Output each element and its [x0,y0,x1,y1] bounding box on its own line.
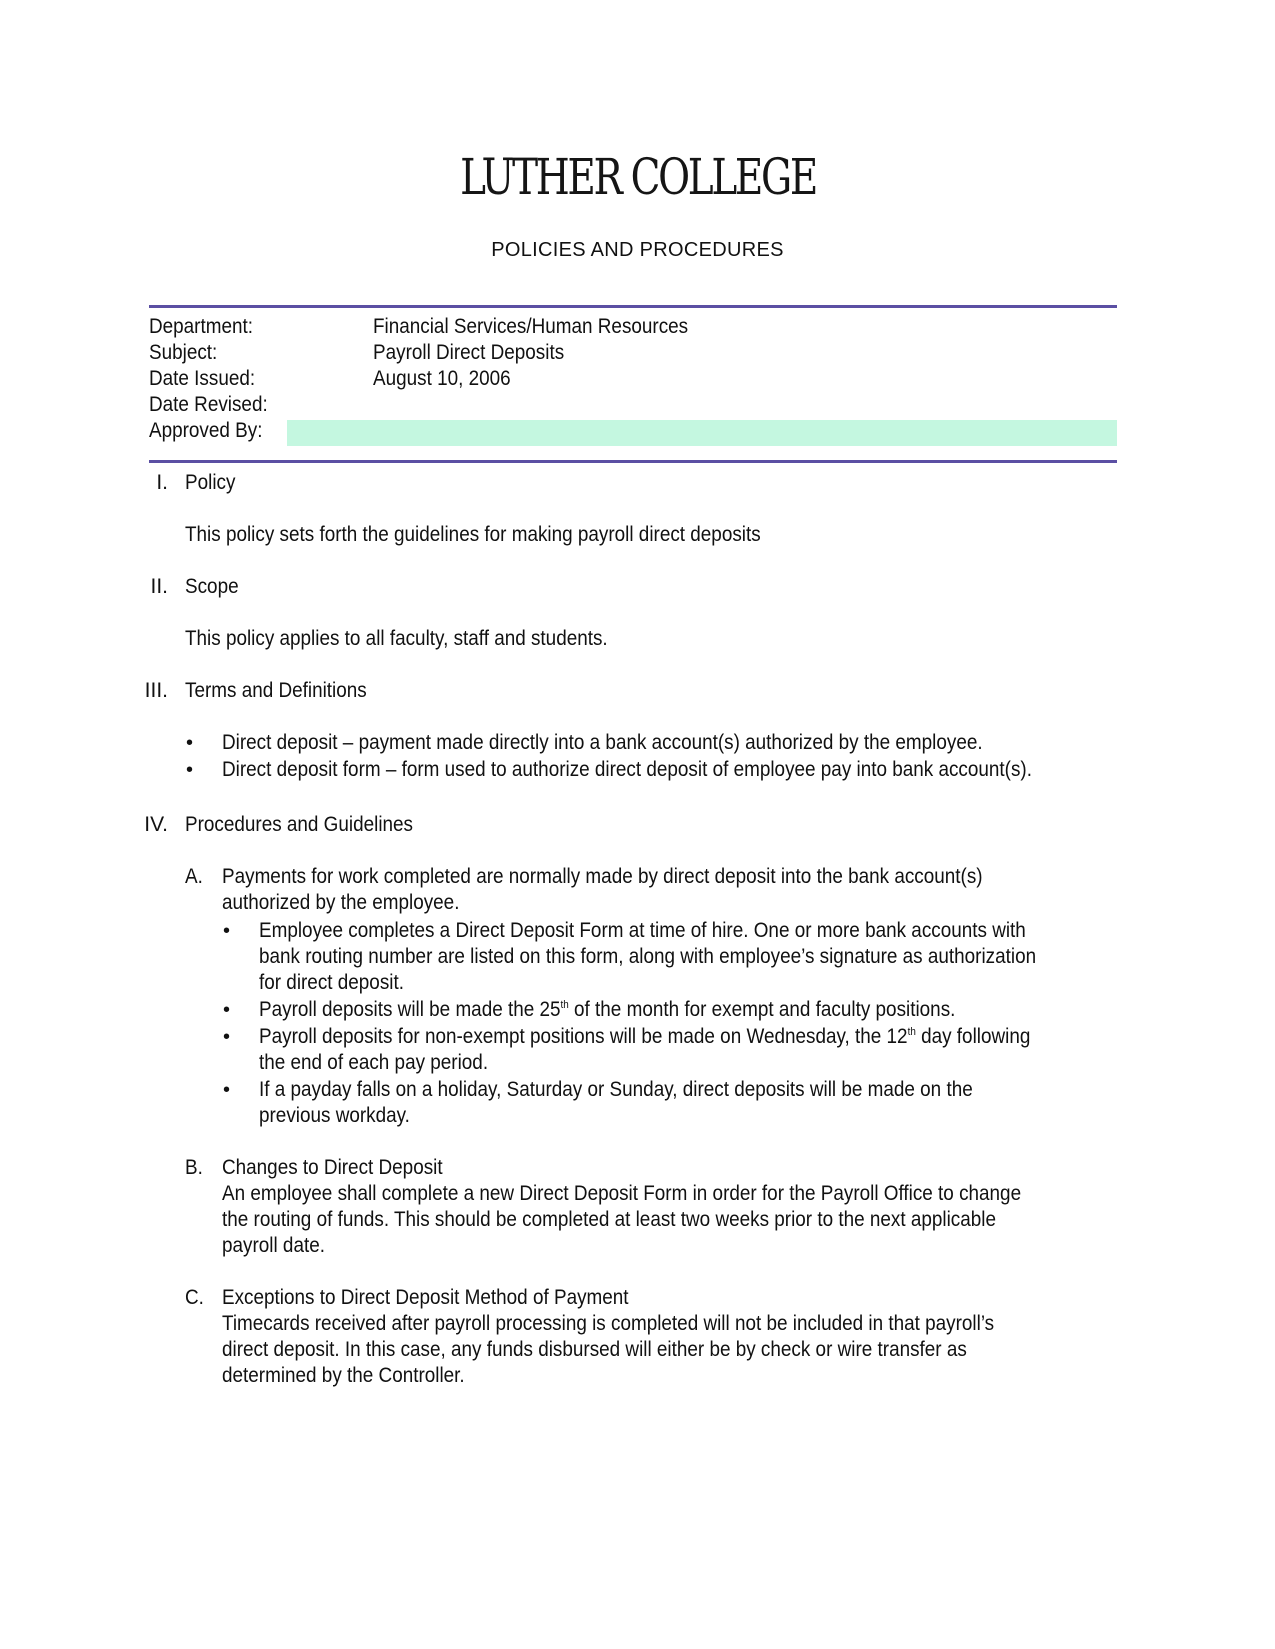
college-logo: LUTHER COLLEGE [460,148,816,206]
definition-item: Direct deposit – payment made directly into a bank account(s) authorized by the employee. [222,731,983,754]
item-b-title: Changes to Direct Deposit [222,1156,443,1179]
item-a-bullet-4: If a payday falls on a holiday, Saturday or Sunday, direct deposits will be made on the [259,1078,973,1101]
item-a-bullet-3: Payroll deposits for non-exempt positions will be made on Wednesday, the 12th day following [259,1025,1031,1048]
bullet-icon: • [223,1026,231,1048]
item-a-letter: A. [185,865,203,888]
item-c-text: Timecards received after payroll processing is completed will not be included in that payroll’s [222,1312,995,1335]
item-b-text: the routing of funds. This should be completed at least two weeks prior to the next applicable [222,1208,996,1231]
department-label: Department: [149,315,254,338]
bullet-icon: • [186,732,194,754]
item-c-text: direct deposit. In this case, any funds disbursed will either be by check or wire transfer as [222,1338,967,1361]
bullet-icon: • [186,759,194,781]
document-subtitle: POLICIES AND PROCEDURES [491,239,784,261]
section-1-title: Policy [185,471,236,494]
subject-value: Payroll Direct Deposits [373,341,565,364]
item-a-bullet-1: bank routing number are listed on this form, along with employee’s signature as authorization [259,945,1037,968]
item-a-text: authorized by the employee. [222,891,460,914]
item-b-text: An employee shall complete a new Direct Deposit Form in order for the Payroll Office to change [222,1182,1022,1205]
date-revised-label: Date Revised: [149,393,268,416]
date-issued-label: Date Issued: [149,367,256,390]
item-c-letter: C. [185,1286,204,1309]
section-2-body: This policy applies to all faculty, staff and students. [185,627,608,650]
item-a-bullet-2: Payroll deposits will be made the 25th of the month for exempt and faculty positions. [259,998,956,1021]
section-3-title: Terms and Definitions [185,679,367,702]
subject-label: Subject: [149,341,218,364]
department-value: Financial Services/Human Resources [373,315,689,338]
section-1-number: I. [156,471,168,494]
section-1-body: This policy sets forth the guidelines for making payroll direct deposits [185,523,761,546]
section-4-title: Procedures and Guidelines [185,813,413,836]
item-b-letter: B. [185,1156,203,1179]
bottom-divider [149,460,1117,463]
date-issued-value: August 10, 2006 [373,367,511,390]
approved-by-field[interactable] [287,420,1117,446]
section-3-number: III. [144,679,168,702]
definition-item: Direct deposit form – form used to authorize direct deposit of employee pay into bank account(s). [222,758,1032,781]
item-b-text: payroll date. [222,1234,325,1257]
section-4-number: IV. [144,813,168,836]
section-2-number: II. [150,575,168,598]
item-c-title: Exceptions to Direct Deposit Method of Payment [222,1286,629,1309]
item-c-text: determined by the Controller. [222,1364,465,1387]
section-2-title: Scope [185,575,239,598]
item-a-bullet-1: Employee completes a Direct Deposit Form at time of hire. One or more bank accounts with [259,919,1026,942]
bullet-icon: • [223,920,231,942]
item-a-text: Payments for work completed are normally made by direct deposit into the bank account(s) [222,865,983,888]
bullet-icon: • [223,999,231,1021]
item-a-bullet-3: the end of each pay period. [259,1051,489,1074]
top-divider [149,305,1117,308]
item-a-bullet-4: previous workday. [259,1104,410,1127]
bullet-icon: • [223,1079,231,1101]
item-a-bullet-1: for direct deposit. [259,971,404,994]
approved-by-label: Approved By: [149,419,263,442]
